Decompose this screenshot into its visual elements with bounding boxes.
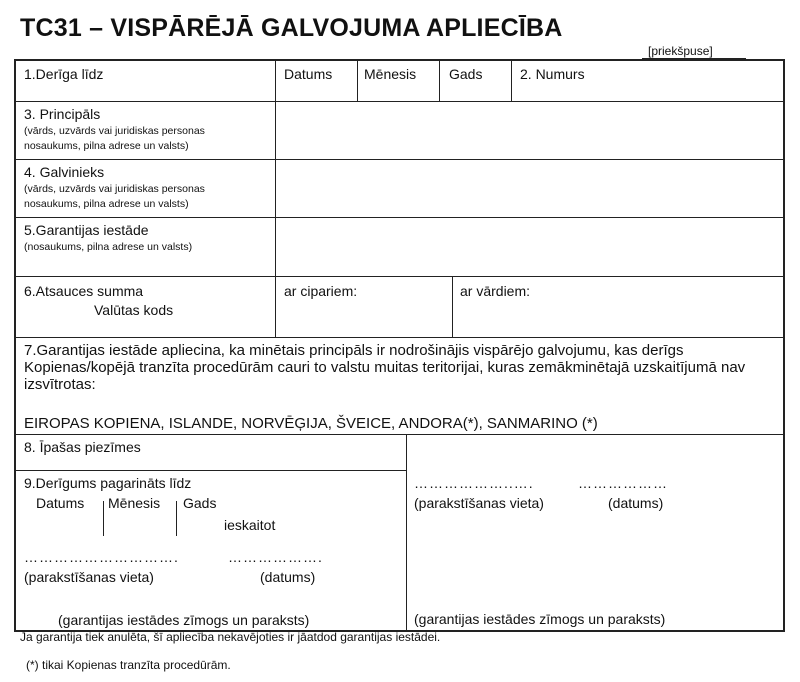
field-9-gads: Gads	[183, 495, 217, 511]
field-9-date-label: (datums)	[260, 569, 316, 585]
field-9-place-dots: ………………………….	[24, 549, 179, 565]
row-divider-7	[16, 470, 406, 471]
field-4-hint-1: (vārds, uzvārds vai juridiskas personas	[24, 183, 205, 195]
form-grid	[14, 59, 785, 632]
field-6-vardos: ar vārdiem:	[460, 283, 531, 299]
row-divider-3	[16, 217, 783, 218]
col-divider-main	[275, 61, 276, 337]
right-place-label: (parakstīšanas vieta)	[414, 495, 544, 511]
field-7-text: 7.Garantijas iestāde apliecina, ka minētais principāls ir nodrošinājis vispārējo galvojumu, kas derīgs Kopienas/kopējā tranzīta procedūrām cauri to valstu muitas teritorijai, kuras zemākminētajā uzskaitījumā nav izsvītrotas:	[24, 342, 746, 393]
page-title: TC31 – VISPĀRĒJĀ GALVOJUMA APLIECĪBA	[20, 14, 563, 42]
field-9-datums: Datums	[36, 495, 85, 511]
field-9-label: 9.Derīgums pagarināts līdz	[24, 475, 192, 491]
col-divider-datums	[357, 61, 358, 101]
col-divider-menesis	[439, 61, 440, 101]
row-divider-2	[16, 159, 783, 160]
col-divider-amount	[452, 276, 453, 337]
col-divider-bottom	[406, 434, 407, 630]
right-stamp-label: (garantijas iestādes zīmogs un paraksts)	[414, 611, 666, 627]
date-sep-2	[176, 501, 177, 536]
field-9-date-dots: ……………….	[228, 549, 323, 565]
field-5-label: 5.Garantijas iestāde	[24, 222, 149, 238]
right-place-dots: ………………..….	[414, 475, 534, 491]
field-3-label: 3. Principāls	[24, 106, 101, 122]
field-4-label: 4. Galvinieks	[24, 164, 105, 180]
footnote-community: (*) tikai Kopienas tranzīta procedūrām.	[26, 658, 231, 672]
field-9-stamp-label: (garantijas iestādes zīmogs un paraksts)	[58, 612, 310, 628]
date-sep-1	[103, 501, 104, 536]
col-divider-gads	[511, 61, 512, 101]
row-divider-1	[16, 101, 783, 102]
field-8-label: 8. Īpašas piezīmes	[24, 439, 141, 455]
field-1-menesis: Mēnesis	[364, 66, 417, 82]
field-1-label: 1.Derīga līdz	[24, 66, 104, 82]
field-9-place-label: (parakstīšanas vieta)	[24, 569, 154, 585]
field-3-hint-1: (vārds, uzvārds vai juridiskas personas	[24, 125, 205, 137]
right-date-label: (datums)	[608, 495, 664, 511]
row-divider-4	[16, 276, 783, 277]
field-9-menesis: Mēnesis	[108, 495, 161, 511]
field-6-currency: Valūtas kods	[94, 302, 174, 318]
field-7-countries: EIROPAS KOPIENA, ISLANDE, NORVĒĢIJA, ŠVEICE, ANDORA(*), SANMARINO (*)	[24, 415, 598, 432]
field-4-hint-2: nosaukums, pilna adrese un valsts)	[24, 198, 189, 210]
row-divider-6	[16, 434, 783, 435]
footnote-cancel: Ja garantija tiek anulēta, šī apliecība nekavējoties ir jāatdod garantijas iestādei.	[20, 630, 441, 644]
field-5-hint: (nosaukums, pilna adrese un valsts)	[24, 241, 193, 253]
field-1-datums: Datums	[284, 66, 333, 82]
side-label: [priekšpuse]	[648, 44, 713, 58]
field-3-hint-2: nosaukums, pilna adrese un valsts)	[24, 140, 189, 152]
field-6-label: 6.Atsauces summa	[24, 283, 144, 299]
field-9-ieskaitot: ieskaitot	[224, 517, 276, 533]
field-6-ciparos: ar cipariem:	[284, 283, 358, 299]
field-1-gads: Gads	[449, 66, 483, 82]
field-2-label: 2. Numurs	[520, 66, 585, 82]
row-divider-5	[16, 337, 783, 338]
right-date-dots: ………………	[578, 475, 668, 491]
